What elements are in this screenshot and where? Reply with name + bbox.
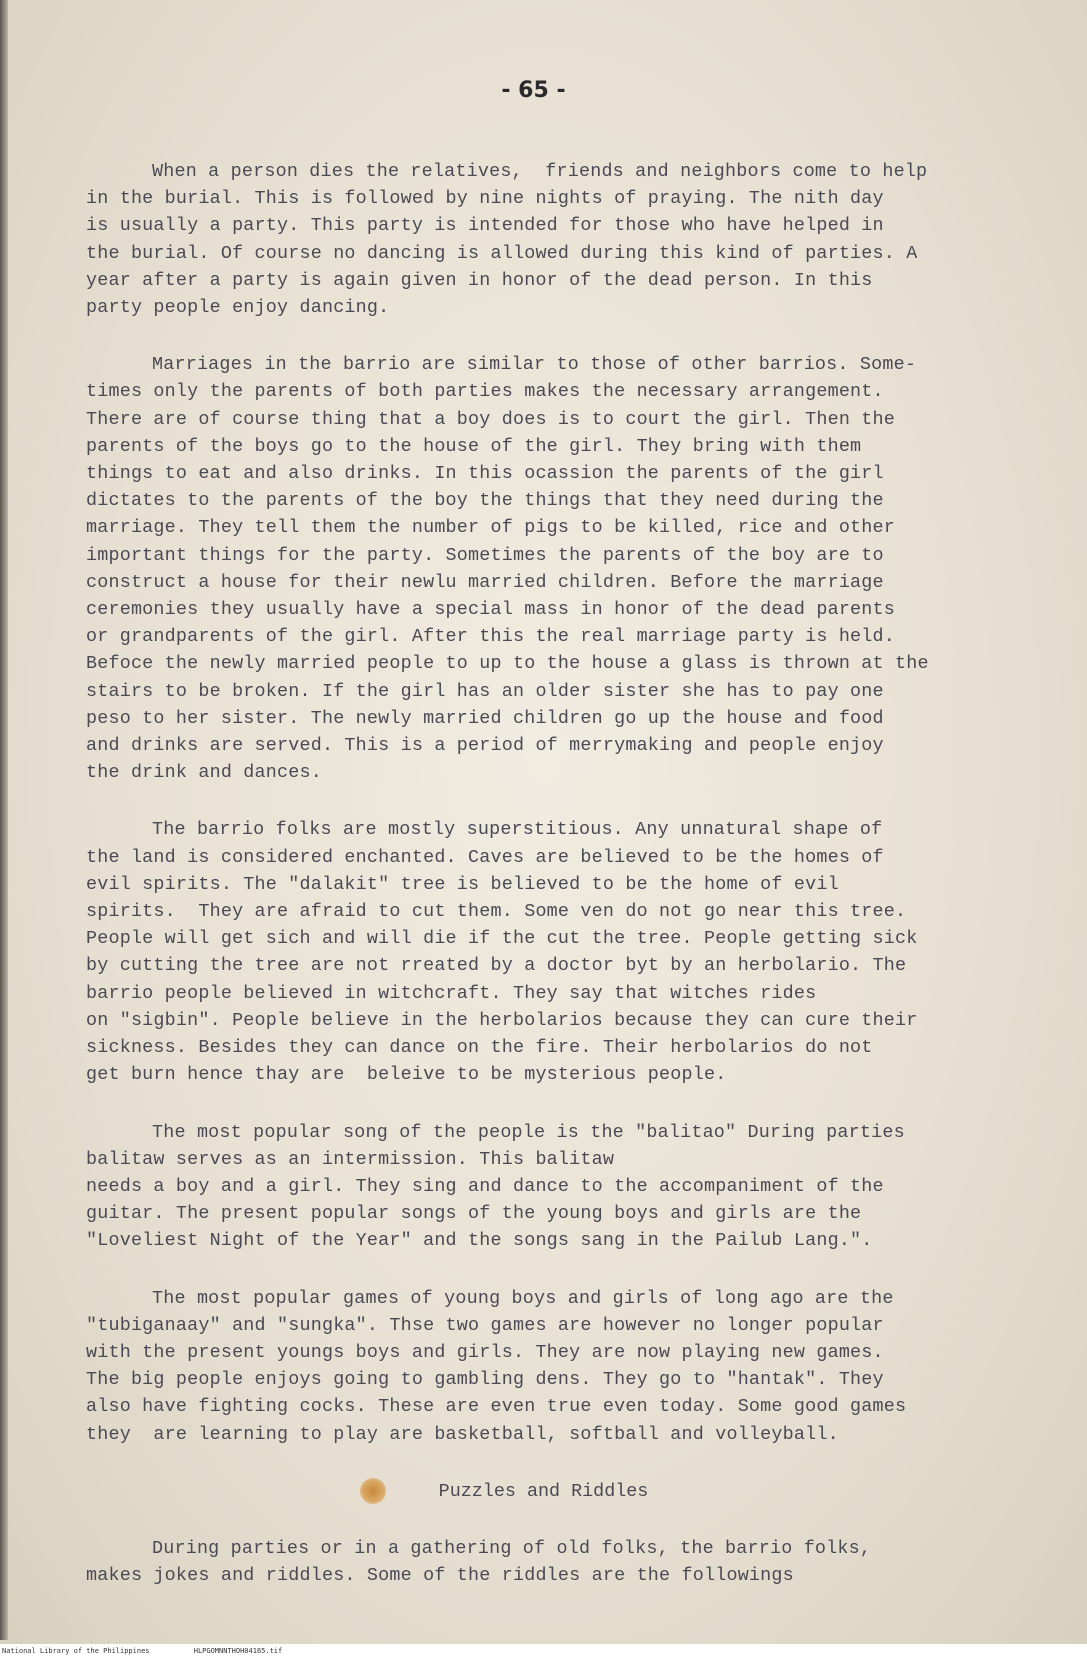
text-line: When a person dies the relatives, friends and neighbors come to help: [152, 161, 928, 182]
text-line: peso to her sister. The newly married children go up the house and food: [86, 707, 884, 729]
scan-edge: [0, 0, 8, 1640]
text-line: important things for the party. Sometimes the parents of the boy are to: [86, 544, 884, 566]
text-line: times only the parents of both parties makes the necessary arrangement.: [86, 381, 884, 403]
text-line: ceremonies they usually have a special mass in honor of the dead parents: [86, 599, 896, 621]
text-line: dictates to the parents of the boy the things that they need during the: [86, 490, 884, 512]
text-line: the drink and dances.: [86, 762, 322, 784]
text-line: the land is considered enchanted. Caves are believed to be the homes of: [86, 846, 884, 868]
text-line: The big people enjoys going to gambling dens. They go to "hantak". They: [86, 1369, 884, 1391]
paragraph-songs: [86, 1119, 1061, 1255]
text-line: spirits. They are afraid to cut them. Some ven do not go near this tree.: [86, 901, 907, 923]
text-line: The barrio folks are mostly superstitious. Any unnatural shape of: [152, 819, 883, 841]
text-line: barrio people believed in witchcraft. They say that witches rides: [86, 982, 817, 1004]
text-line: or grandparents of the girl. After this the real marriage party is held.: [86, 626, 896, 648]
text-line: parents of the boys go to the house of the girl. They bring with them: [86, 435, 862, 457]
document-body: [86, 158, 1061, 1619]
paragraph-burial: [86, 158, 1061, 321]
text-line: The most popular games of young boys and girls of long ago are the: [152, 1287, 894, 1309]
text-line: guitar. The present popular songs of the young boys and girls are the: [86, 1203, 862, 1225]
text-line: on "sigbin". People believe in the herbolarios because they can cure their: [86, 1009, 918, 1031]
paragraph-superstitions: [86, 816, 1061, 1088]
text-line: party people enjoy dancing.: [86, 297, 390, 319]
text-line: The most popular song of the people is the "balitao" During parties: [152, 1121, 905, 1143]
text-line: needs a boy and a girl. They sing and dance to the accompaniment of the: [86, 1175, 884, 1197]
text-line: sickness. Besides they can dance on the fire. Their herbolarios do not: [86, 1037, 873, 1059]
text-line: in the burial. This is followed by nine nights of praying. The nith day: [86, 188, 884, 210]
footer-source: National Library of the Philippines: [2, 1647, 150, 1655]
text-line: evil spirits. The "dalakit" tree is believed to be the home of evil: [86, 873, 839, 895]
footer-file: HLPGOMNNTHOH04165.tif: [193, 1647, 283, 1655]
text-line: by cutting the tree are not rreated by a doctor byt by an herbolario. The: [86, 955, 907, 977]
text-line: also have fighting cocks. These are even true even today. Some good games: [86, 1396, 907, 1418]
paper-stain: [360, 1478, 386, 1504]
text-line: "tubiganaay" and "sungka". Thse two games are however no longer popular: [86, 1314, 884, 1336]
text-line: "Loveliest Night of the Year" and the songs sang in the Pailub Lang.".: [86, 1230, 873, 1252]
text-line: Befoce the newly married people to up to the house a glass is thrown at the: [86, 653, 929, 675]
text-line: with the present youngs boys and girls. They are now playing new games.: [86, 1341, 884, 1363]
text-line: the burial. Of course no dancing is allowed during this kind of parties. A: [86, 242, 918, 264]
paragraph-riddles: [86, 1535, 1061, 1589]
text-line: stairs to be broken. If the girl has an older sister she has to pay one: [86, 680, 884, 702]
text-line: balitaw serves as an intermission. This balitaw: [86, 1148, 615, 1170]
text-line: is usually a party. This party is intended for those who have helped in: [86, 215, 884, 237]
text-line: Marriages in the barrio are similar to those of other barrios. Some-: [152, 354, 917, 376]
section-heading: Puzzles and Riddles: [438, 1480, 649, 1502]
paragraph-marriages: [86, 351, 1061, 786]
paragraph-games: [86, 1285, 1061, 1448]
text-line: There are of course thing that a boy does is to court the girl. Then the: [86, 408, 896, 430]
text-line: get burn hence thay are beleive to be mysterious people.: [86, 1064, 727, 1086]
text-line: they are learning to play are basketball, softball and volleyball.: [86, 1423, 839, 1445]
text-line: marriage. They tell them the number of pigs to be killed, rice and other: [86, 517, 896, 539]
text-line: People will get sich and will die if the cut the tree. People getting sick: [86, 928, 918, 950]
scan-footer: [0, 1644, 1087, 1658]
text-line: During parties or in a gathering of old folks, the barrio folks,: [152, 1537, 872, 1559]
page-number: - 65 -: [501, 78, 566, 103]
text-line: things to eat and also drinks. In this ocassion the parents of the girl: [86, 463, 884, 485]
text-line: makes jokes and riddles. Some of the riddles are the followings: [86, 1565, 794, 1587]
text-line: and drinks are served. This is a period of merrymaking and people enjoy: [86, 735, 884, 757]
text-line: construct a house for their newlu married children. Before the marriage: [86, 571, 884, 593]
text-line: year after a party is again given in honor of the dead person. In this: [86, 269, 873, 291]
